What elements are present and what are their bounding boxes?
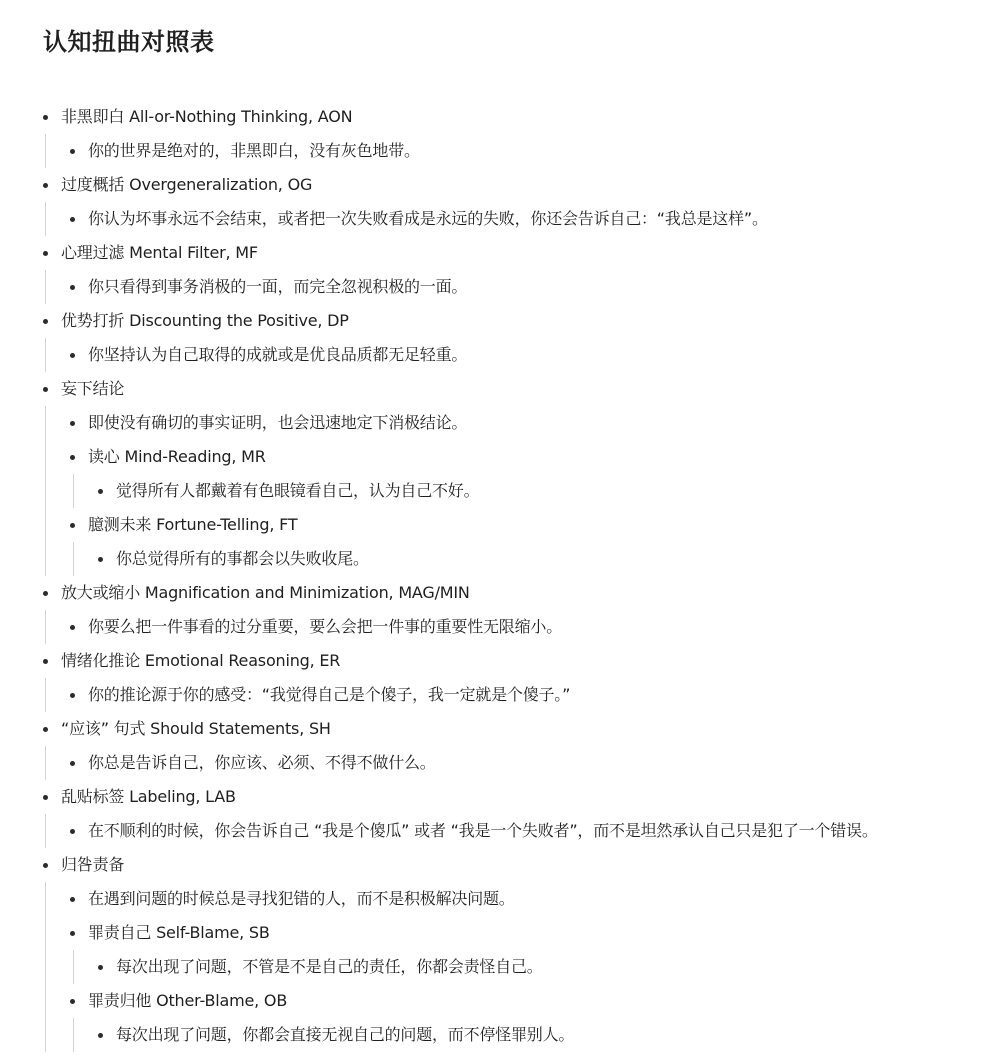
sub-list-item [70,610,1000,644]
sub-list-item-text: 你总是告诉自己，你应该、必须、不得不做什么。 [70,746,1000,780]
list-item [43,304,1000,372]
sub-list-item-text: 读心 Mind-Reading, MR [70,440,1000,474]
sub-list-item [98,1018,1000,1052]
list-item-text: 归咎责备 [43,848,1000,882]
list-item [43,236,1000,304]
sub-list-item-text: 你坚持认为自己取得的成就或是优良品质都无足轻重。 [70,338,1000,372]
sub-list-item [98,542,1000,576]
sub-list-item-text: 你的世界是绝对的，非黑即白，没有灰色地带。 [70,134,1000,168]
nested-list [73,950,1000,984]
sub-list-item [70,916,1000,984]
sub-list-item [70,338,1000,372]
sub-list-item [70,270,1000,304]
sub-list-item-text: 臆测未来 Fortune-Telling, FT [70,508,1000,542]
list-item-text: 乱贴标签 Labeling, LAB [43,780,1000,814]
nested-list [45,406,1000,576]
list-item [43,168,1000,236]
page-title: 认知扭曲对照表 [43,28,215,56]
sub-list-item [70,814,1000,848]
sub-list-item-text: 每次出现了问题，你都会直接无视自己的问题，而不停怪罪别人。 [98,1018,1000,1052]
sub-list-item [70,984,1000,1052]
nested-list [45,610,1000,644]
list-item [43,576,1000,644]
sub-list-item-text: 觉得所有人都戴着有色眼镜看自己，认为自己不好。 [98,474,1000,508]
list-item [43,644,1000,712]
sub-list-item-text: 即使没有确切的事实证明，也会迅速地定下消极结论。 [70,406,1000,440]
list-item-text: 非黑即白 All-or-Nothing Thinking, AON [43,100,1000,134]
nested-list [73,474,1000,508]
nested-list [45,202,1000,236]
sub-list-item [70,746,1000,780]
nested-list [45,746,1000,780]
sub-list-item [70,440,1000,508]
sub-list-item [98,950,1000,984]
sub-list-item-text: 你的推论源于你的感受：“我觉得自己是个傻子，我一定就是个傻子。” [70,678,1000,712]
nested-list [45,338,1000,372]
list-item-text: “应该” 句式 Should Statements, SH [43,712,1000,746]
sub-list-item-text: 在不顺利的时候，你会告诉自己 “我是个傻瓜” 或者 “我是一个失败者”，而不是坦然承认自己只是犯了一个错误。 [70,814,1000,848]
sub-list-item-text: 你认为坏事永远不会结束，或者把一次失败看成是永远的失败，你还会告诉自己：“我总是这样”。 [70,202,1000,236]
sub-list-item [70,508,1000,576]
list-item-text: 放大或缩小 Magnification and Minimization, MAG/MIN [43,576,1000,610]
list-item-text: 心理过滤 Mental Filter, MF [43,236,1000,270]
list-item [43,712,1000,780]
outline-list [43,100,1000,1052]
sub-list-item-text: 你总觉得所有的事都会以失败收尾。 [98,542,1000,576]
list-item [43,372,1000,576]
sub-list-item [70,406,1000,440]
sub-list-item [70,678,1000,712]
nested-list [45,814,1000,848]
sub-list-item [70,882,1000,916]
sub-list-item [70,202,1000,236]
sub-list-item-text: 在遇到问题的时候总是寻找犯错的人，而不是积极解决问题。 [70,882,1000,916]
list-item-text: 优势打折 Discounting the Positive, DP [43,304,1000,338]
nested-list [73,542,1000,576]
list-item [43,100,1000,168]
list-item-text: 妄下结论 [43,372,1000,406]
list-item-text: 情绪化推论 Emotional Reasoning, ER [43,644,1000,678]
sub-list-item-text: 罪责归他 Other-Blame, OB [70,984,1000,1018]
nested-list [73,1018,1000,1052]
list-item [43,780,1000,848]
sub-list-item [98,474,1000,508]
nested-list [45,134,1000,168]
list-item-text: 过度概括 Overgeneralization, OG [43,168,1000,202]
sub-list-item-text: 你要么把一件事看的过分重要，要么会把一件事的重要性无限缩小。 [70,610,1000,644]
sub-list-item [70,134,1000,168]
list-item [43,848,1000,1052]
sub-list-item-text: 每次出现了问题，不管是不是自己的责任，你都会责怪自己。 [98,950,1000,984]
nested-list [45,678,1000,712]
sub-list-item-text: 罪责自己 Self-Blame, SB [70,916,1000,950]
nested-list [45,882,1000,1052]
sub-list-item-text: 你只看得到事务消极的一面，而完全忽视积极的一面。 [70,270,1000,304]
nested-list [45,270,1000,304]
